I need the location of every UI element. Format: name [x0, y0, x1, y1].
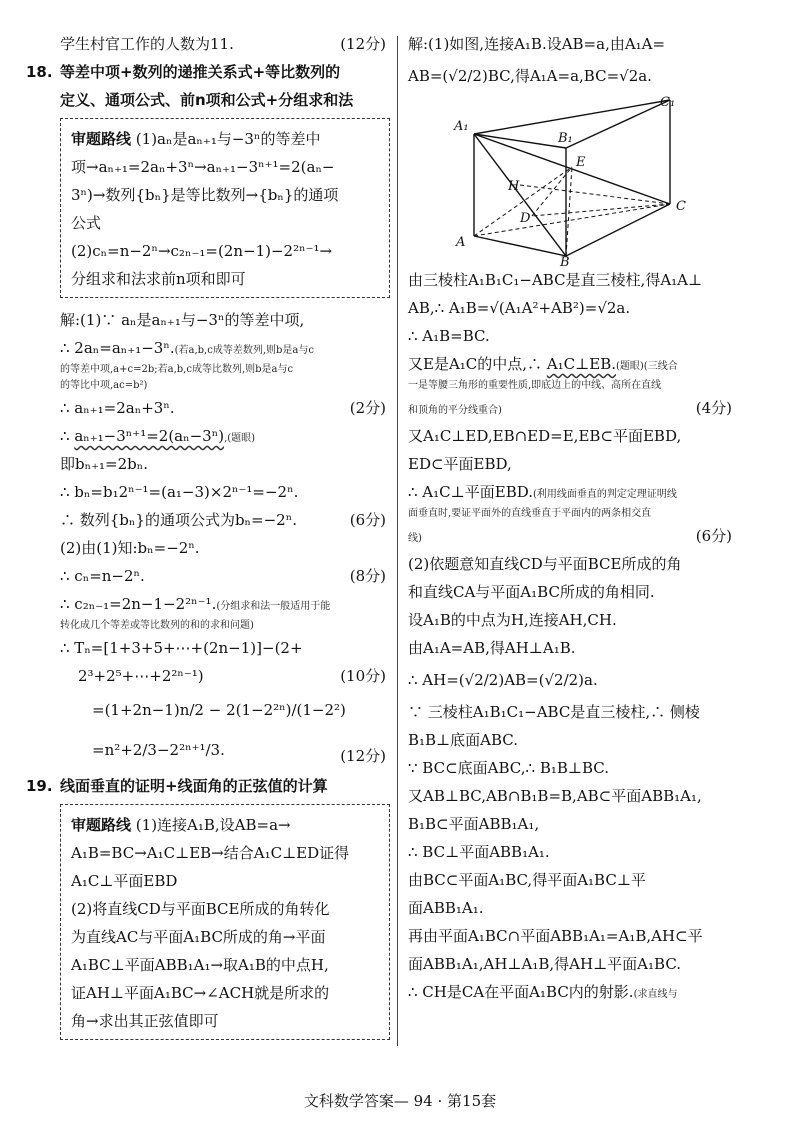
sol-line: B₁B⊂平面ABB₁A₁, [408, 815, 540, 833]
q18-step: ∴ 数列{bₙ}的通项公式为bₙ=−2ⁿ. (6分) [60, 511, 386, 529]
q18-step: 即bₙ₊₁=2bₙ. [60, 455, 148, 473]
route-line: 3ⁿ)→数列{bₙ}是等比数列→{bₙ}的通项 [71, 186, 339, 204]
q18-title-cont: 定义、通项公式、前n项和公式+分组求和法 [60, 91, 354, 109]
sol-line: 和直线CA与平面A₁BC所成的角相同. [408, 583, 655, 601]
q18-step: 2³+2⁵+⋯+2²ⁿ⁻¹) (10分) [78, 667, 386, 685]
q18-step: ∴ aₙ₊₁−3ⁿ⁺¹=2(aₙ−3ⁿ),(题眼) [60, 427, 256, 445]
q18-step: =n²+2/3−2²ⁿ⁺¹/3. (12分) [92, 741, 386, 765]
score: (12分) [340, 35, 386, 53]
sol-line: 面ABB₁A₁. [408, 899, 484, 917]
left-column [26, 30, 390, 1048]
q18-step: 解:(1)∵ aₙ是aₙ₊₁与−3ⁿ的等差中项, [60, 311, 305, 329]
label-b1: B₁ [558, 131, 573, 146]
note: 的等差中项,a+c=2b;若a,b,c成等比数列,则b是a与c [60, 364, 294, 375]
sol-line: ED⊂平面EBD, [408, 455, 512, 473]
note: 一是等腰三角形的重要性质,即底边上的中线、高所在直线 [408, 380, 662, 391]
q18-step: ∴ Tₙ=[1+3+5+⋯+(2n−1)]−(2+ [60, 639, 303, 657]
route-line: 证AH⊥平面A₁BC→∠ACH就是所求的 [71, 984, 330, 1002]
label-a: A [456, 235, 466, 250]
sol-line: 又A₁C⊥ED,EB∩ED=E,EB⊂平面EBD, [408, 427, 682, 445]
sol-line: 解:(1)如图,连接A₁B.设AB=a,由A₁A= [408, 35, 666, 53]
right-column [408, 30, 736, 1006]
sol-line: (2)依题意知直线CD与平面BCE所成的角 [408, 555, 682, 573]
prism-figure [448, 96, 698, 266]
route-line: 为直线AC与平面A₁BC所成的角→平面 [71, 928, 326, 946]
sol-line: 由BC⊂平面A₁BC,得平面A₁BC⊥平 [408, 871, 646, 889]
note: 的等比中项,ac=b²) [60, 380, 148, 391]
column-divider [397, 36, 398, 1046]
label-b: B [560, 255, 570, 266]
sol-line: 面ABB₁A₁,AH⊥A₁B,得AH⊥平面A₁BC. [408, 955, 682, 973]
q18-route-box: 审题路线 (1)aₙ是aₙ₊₁与−3ⁿ的等差中 项→aₙ₊₁=2aₙ+3ⁿ→aₙ₊₁−3ⁿ⁺¹=2(aₙ− 3ⁿ)→数列{bₙ}是等比数列→{bₙ}的通项 公式 (2)cₙ=n−2ⁿ→c₂ₙ₋₁=(2n−1)−2²ⁿ⁻¹→ 分组求和法求前n项和即可 [60, 118, 390, 298]
route-line: (2)cₙ=n−2ⁿ→c₂ₙ₋₁=(2n−1)−2²ⁿ⁻¹→ [71, 242, 333, 260]
intro-line: 学生村官工作的人数为11. (12分) [60, 30, 390, 58]
q19-route-box: 审题路线 (1)连接A₁B,设AB=a→ A₁B=BC→A₁C⊥EB→结合A₁C⊥ED证得 A₁C⊥平面EBD (2)将直线CD与平面BCE所成的角转化 为直线AC与平面A₁BC所成的角→平面 A₁BC⊥平面ABB₁A₁→取A₁B的中点H, 证AH⊥平面A₁BC→∠ACH就是所求的 角→求出其正弦值即可 [60, 804, 390, 1040]
q18-step: ∴ bₙ=b₁2ⁿ⁻¹=(a₁−3)×2ⁿ⁻¹=−2ⁿ. [60, 483, 299, 501]
q18-step: =(1+2n−1)n/2 − 2(1−2²ⁿ)/(1−2²) [92, 701, 346, 719]
route-line: (2)将直线CD与平面BCE所成的角转化 [71, 900, 330, 918]
sol-line: 设A₁B的中点为H,连接AH,CH. [408, 611, 617, 629]
route-line: A₁C⊥平面EBD [71, 872, 178, 890]
sol-line: ∴ CH是CA在平面A₁BC内的射影.(求直线与 [408, 983, 678, 1001]
sol-line: 和顶角的平分线重合) (4分) [408, 399, 732, 417]
sol-line: 由三棱柱A₁B₁C₁−ABC是直三棱柱,得A₁A⊥ [408, 271, 703, 289]
sol-line: 线) (6分) [408, 527, 732, 545]
route-line: 角→求出其正弦值即可 [71, 1012, 219, 1030]
sol-line: 由A₁A=AB,得AH⊥A₁B. [408, 639, 576, 657]
label-d: D [520, 211, 531, 226]
sol-line: ∵ 三棱柱A₁B₁C₁−ABC是直三棱柱,∴ 侧棱 [408, 703, 700, 721]
sol-line: 又AB⊥BC,AB∩B₁B=B,AB⊂平面ABB₁A₁, [408, 787, 702, 805]
label-c: C [676, 199, 686, 214]
sol-line: AB=(√2/2)BC,得A₁A=a,BC=√2a. [408, 67, 652, 85]
sol-line: B₁B⊥底面ABC. [408, 731, 519, 749]
note: 面垂直时,要证平面外的直线垂直于平面内的两条相交直 [408, 508, 652, 519]
question-number: 18. [26, 63, 53, 81]
route-line: 分组求和法求前n项和即可 [71, 270, 246, 288]
sol-line: 又E是A₁C的中点,∴ A₁C⊥EB.(题眼)(三线合 [408, 355, 678, 373]
q19-title: 19. 线面垂直的证明+线面角的正弦值的计算 [60, 772, 390, 800]
route-line: A₁B=BC→A₁C⊥EB→结合A₁C⊥ED证得 [71, 844, 350, 862]
route-tag: 审题路线 [71, 816, 132, 834]
sol-line: ∵ BC⊂底面ABC,∴ B₁B⊥BC. [408, 759, 609, 777]
label-a1: A₁ [454, 119, 469, 134]
route-line: A₁BC⊥平面ABB₁A₁→取A₁B的中点H, [71, 956, 329, 974]
sol-line: ∴ A₁B=BC. [408, 327, 490, 345]
q18-step: ∴ c₂ₙ₋₁=2n−1−2²ⁿ⁻¹.(分组求和法一般适用于能 [60, 595, 331, 613]
label-e: E [576, 155, 586, 170]
sol-line: ∴ A₁C⊥平面EBD.(利用线面垂直的判定定理证明线 [408, 483, 677, 501]
note: 转化成几个等差或等比数列的和的求和问题) [60, 620, 254, 631]
route-line: 公式 [71, 214, 102, 232]
question-number: 19. [26, 777, 53, 795]
sol-line: ∴ BC⊥平面ABB₁A₁. [408, 843, 550, 861]
sol-line: 再由平面A₁BC∩平面ABB₁A₁=A₁B,AH⊂平 [408, 927, 703, 945]
route-tag: 审题路线 [71, 130, 132, 148]
q18-step: ∴ aₙ₊₁=2aₙ+3ⁿ. (2分) [60, 399, 386, 417]
route-line: 项→aₙ₊₁=2aₙ+3ⁿ→aₙ₊₁−3ⁿ⁺¹=2(aₙ− [71, 158, 335, 176]
sol-line: AB,∴ A₁B=√(A₁A²+AB²)=√2a. [408, 299, 631, 317]
label-h: H [508, 179, 520, 194]
q18-step: (2)由(1)知:bₙ=−2ⁿ. [60, 539, 200, 557]
q18-step: ∴ 2aₙ=aₙ₊₁−3ⁿ.(若a,b,c成等差数列,则b是a与c [60, 339, 314, 357]
page-footer: 文科数学答案— 94 · 第15套 [303, 1092, 497, 1110]
q18-step: ∴ cₙ=n−2ⁿ. (8分) [60, 567, 386, 585]
sol-line: ∴ AH=(√2/2)AB=(√2/2)a. [408, 671, 598, 689]
label-c1: C₁ [660, 96, 676, 110]
q18-title: 18. 等差中项+数列的递推关系式+等比数列的 [60, 58, 390, 86]
